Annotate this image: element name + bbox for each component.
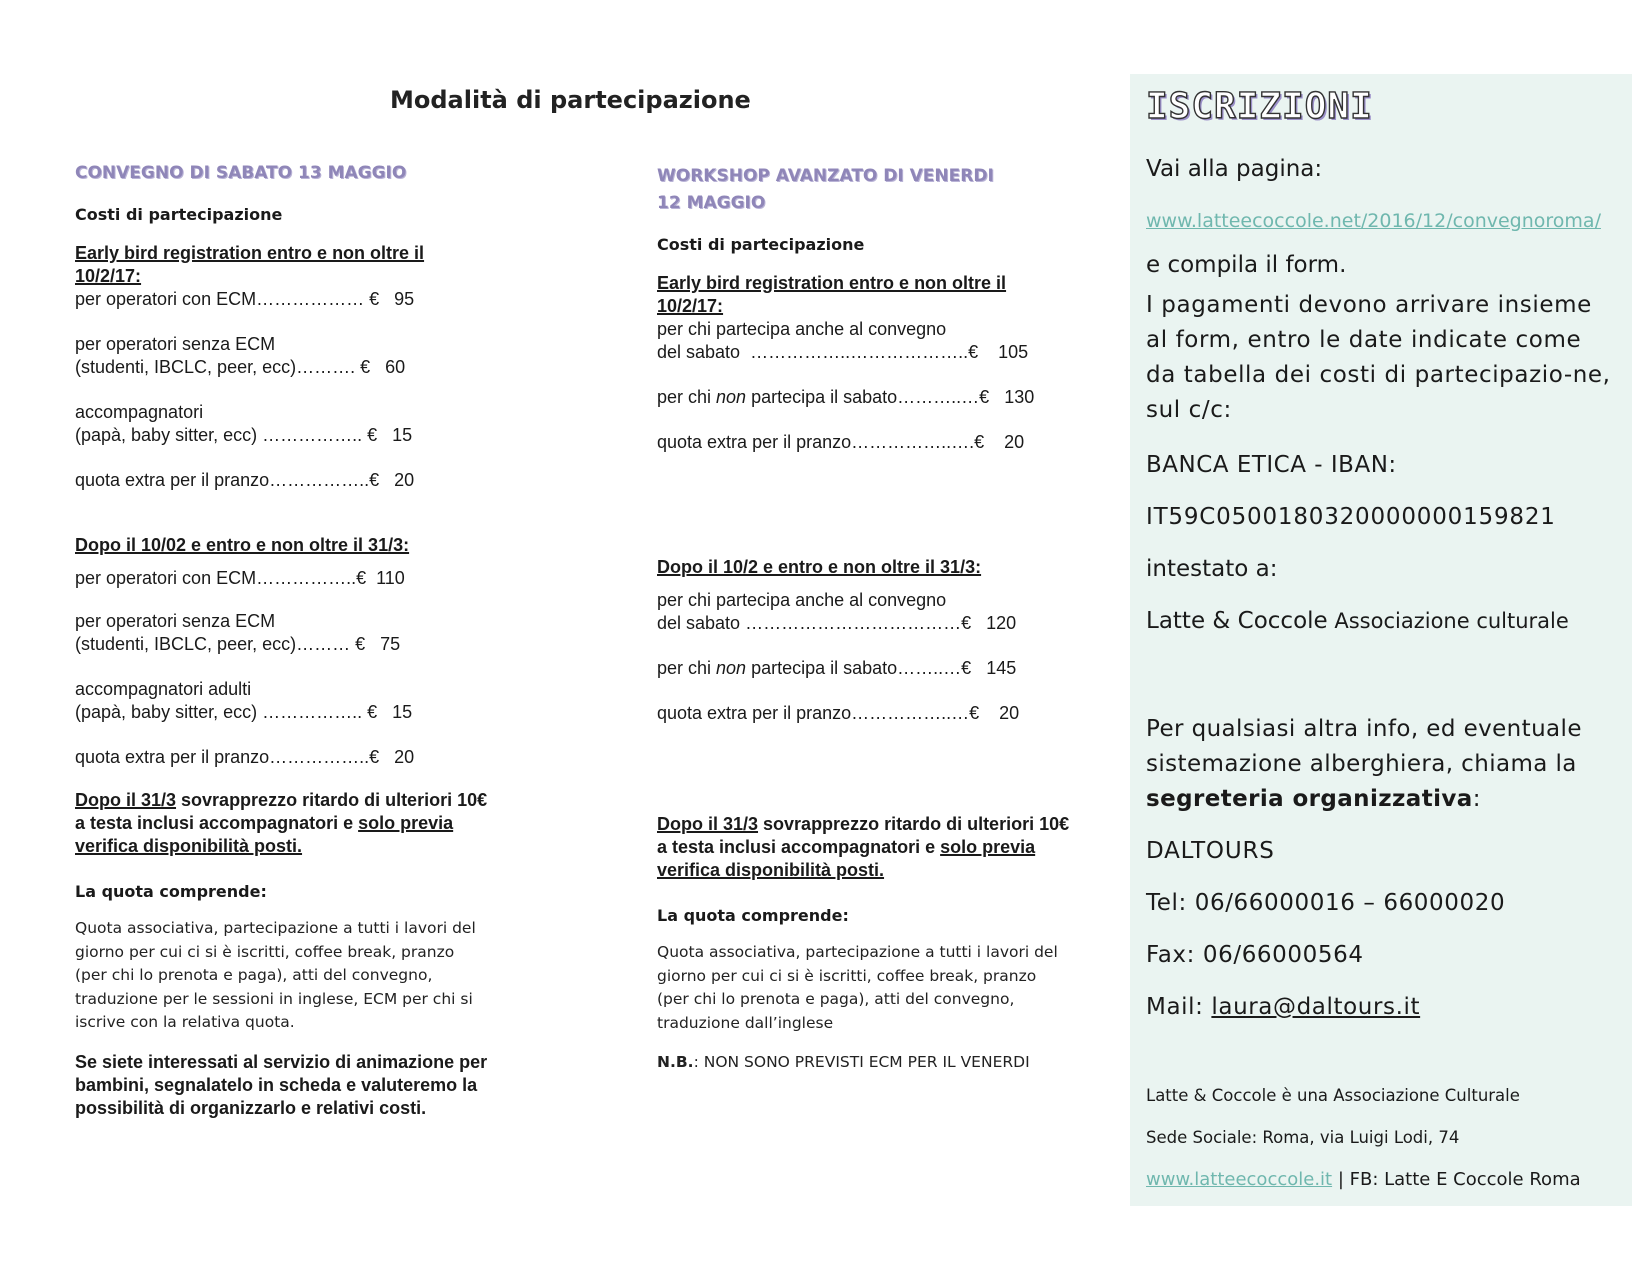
association-line: Latte & Coccole è una Associazione Culturale bbox=[1146, 1086, 1520, 1105]
event-title-saturday: CONVEGNO DI SABATO 13 MAGGIO bbox=[75, 163, 407, 183]
early-bird-heading: Early bird registration entro e non oltre il 10/2/17: bbox=[657, 273, 1007, 316]
fax: Fax: 06/66000564 bbox=[1146, 942, 1364, 968]
price-row: quota extra per il pranzo……………..€ 20 bbox=[75, 470, 415, 490]
quota-label: La quota comprende: bbox=[657, 906, 849, 925]
nb-note: N.B.: NON SONO PREVISTI ECM PER IL VENERDI bbox=[657, 1053, 1030, 1071]
price-row: per operatori con ECM……………… € 95 bbox=[75, 289, 415, 309]
costs-label: Costi di partecipazione bbox=[657, 235, 865, 254]
page-title: Modalità di partecipazione bbox=[390, 86, 751, 114]
registration-title: ISCRIZIONI bbox=[1146, 86, 1373, 127]
late-surcharge-note: Dopo il 31/3 sovrapprezzo ritardo di ulteriori 10€ a testa inclusi accompagnatori e solo previa verifica disponibilità posti. bbox=[75, 790, 488, 856]
late-registration-heading: Dopo il 10/02 e entro e non oltre il 31/3: bbox=[75, 535, 410, 555]
quota-description: Quota associativa, partecipazione a tutti i lavori del giorno per cui ci si è iscritti, coffee break, pranzo (per chi lo prenota e paga), atti del convegno, traduzione per le sessioni in inglese, ECM per chi si iscrive con la relativa quota. bbox=[75, 919, 476, 1031]
quota-description: Quota associativa, partecipazione a tutti i lavori del giorno per cui ci si è iscritti, coffee break, pranzo (per chi lo prenota e paga), atti del convegno, traduzione dall’inglese bbox=[657, 943, 1058, 1032]
registration-link[interactable]: www.latteecoccole.net/2016/12/convegnoroma/ bbox=[1146, 210, 1601, 232]
agency-name: DALTOURS bbox=[1146, 838, 1275, 864]
price-row: del sabato ……………..………………..€ 105 bbox=[657, 342, 1029, 362]
price-row: quota extra per il pranzo……………..€ 20 bbox=[75, 747, 415, 767]
fill-form-text: e compila il form. bbox=[1146, 252, 1347, 278]
event-title-friday: WORKSHOP AVANZATO DI VENERDI 12 MAGGIO bbox=[657, 166, 994, 213]
friday-workshop-section bbox=[657, 163, 1097, 1071]
bank-label: BANCA ETICA - IBAN: bbox=[1146, 452, 1397, 478]
saturday-conference-section bbox=[75, 160, 515, 1120]
telephone: Tel: 06/66000016 – 66000020 bbox=[1146, 890, 1506, 916]
go-to-page-label: Vai alla pagina: bbox=[1146, 156, 1323, 182]
account-holder: Latte & Coccole Associazione culturale bbox=[1146, 608, 1569, 634]
price-row: per chi non partecipa il sabato………..…€ 130 bbox=[657, 387, 1035, 407]
footer-links: www.latteecoccole.it | FB: Latte E Coccole Roma bbox=[1146, 1169, 1581, 1190]
registration-panel bbox=[1130, 74, 1632, 1206]
price-row: per operatori senza ECM bbox=[75, 334, 276, 354]
price-row: (studenti, IBCLC, peer, ecc)………. € 60 bbox=[75, 357, 406, 377]
price-row: quota extra per il pranzo……………..….€ 20 bbox=[657, 432, 1025, 452]
early-bird-heading: Early bird registration entro e non oltre il 10/2/17: bbox=[75, 243, 425, 286]
info-paragraph: Per qualsiasi altra info, ed eventuale sistemazione alberghiera, chiama la segreteria organizzativa: bbox=[1146, 716, 1582, 812]
payment-instructions: I pagamenti devono arrivare insieme al form, entro le date indicate come da tabella dei costi di partecipazio-ne, sul c/c: bbox=[1146, 292, 1611, 423]
price-row: per chi partecipa anche al convegno bbox=[657, 590, 947, 610]
late-surcharge-note: Dopo il 31/3 sovrapprezzo ritardo di ulteriori 10€ a testa inclusi accompagnatori e solo previa verifica disponibilità posti. bbox=[657, 814, 1070, 880]
mail-line: Mail: laura@daltours.it bbox=[1146, 994, 1421, 1020]
website-link[interactable]: www.latteecoccole.it bbox=[1146, 1169, 1333, 1190]
price-row: per operatori senza ECM bbox=[75, 611, 276, 631]
price-row: (studenti, IBCLC, peer, ecc)……… € 75 bbox=[75, 634, 401, 654]
iban-value: IT59C0500180320000000159821 bbox=[1146, 504, 1556, 530]
price-row: per chi non partecipa il sabato……..…€ 145 bbox=[657, 658, 1017, 678]
quota-label: La quota comprende: bbox=[75, 882, 267, 901]
seat-line: Sede Sociale: Roma, via Luigi Lodi, 74 bbox=[1146, 1128, 1460, 1147]
mail-link[interactable]: laura@daltours.it bbox=[1211, 994, 1421, 1020]
children-service-note: Se siete interessati al servizio di animazione per bambini, segnalatelo in scheda e valuteremo la possibilità di organizzarlo e relativi costi. bbox=[75, 1051, 488, 1118]
price-row: accompagnatori bbox=[75, 402, 204, 422]
price-row: del sabato ………………………………€ 120 bbox=[657, 613, 1017, 633]
price-row: quota extra per il pranzo……………..…€ 20 bbox=[657, 703, 1020, 723]
price-row: (papà, baby sitter, ecc) …………….. € 15 bbox=[75, 425, 413, 445]
costs-label: Costi di partecipazione bbox=[75, 205, 283, 224]
account-holder-label: intestato a: bbox=[1146, 556, 1278, 582]
price-row: (papà, baby sitter, ecc) …………….. € 15 bbox=[75, 702, 413, 722]
late-registration-heading: Dopo il 10/2 e entro e non oltre il 31/3: bbox=[657, 557, 982, 577]
price-row: per operatori con ECM……………..€ 110 bbox=[75, 568, 405, 588]
price-row: accompagnatori adulti bbox=[75, 679, 252, 699]
price-row: per chi partecipa anche al convegno bbox=[657, 319, 947, 339]
